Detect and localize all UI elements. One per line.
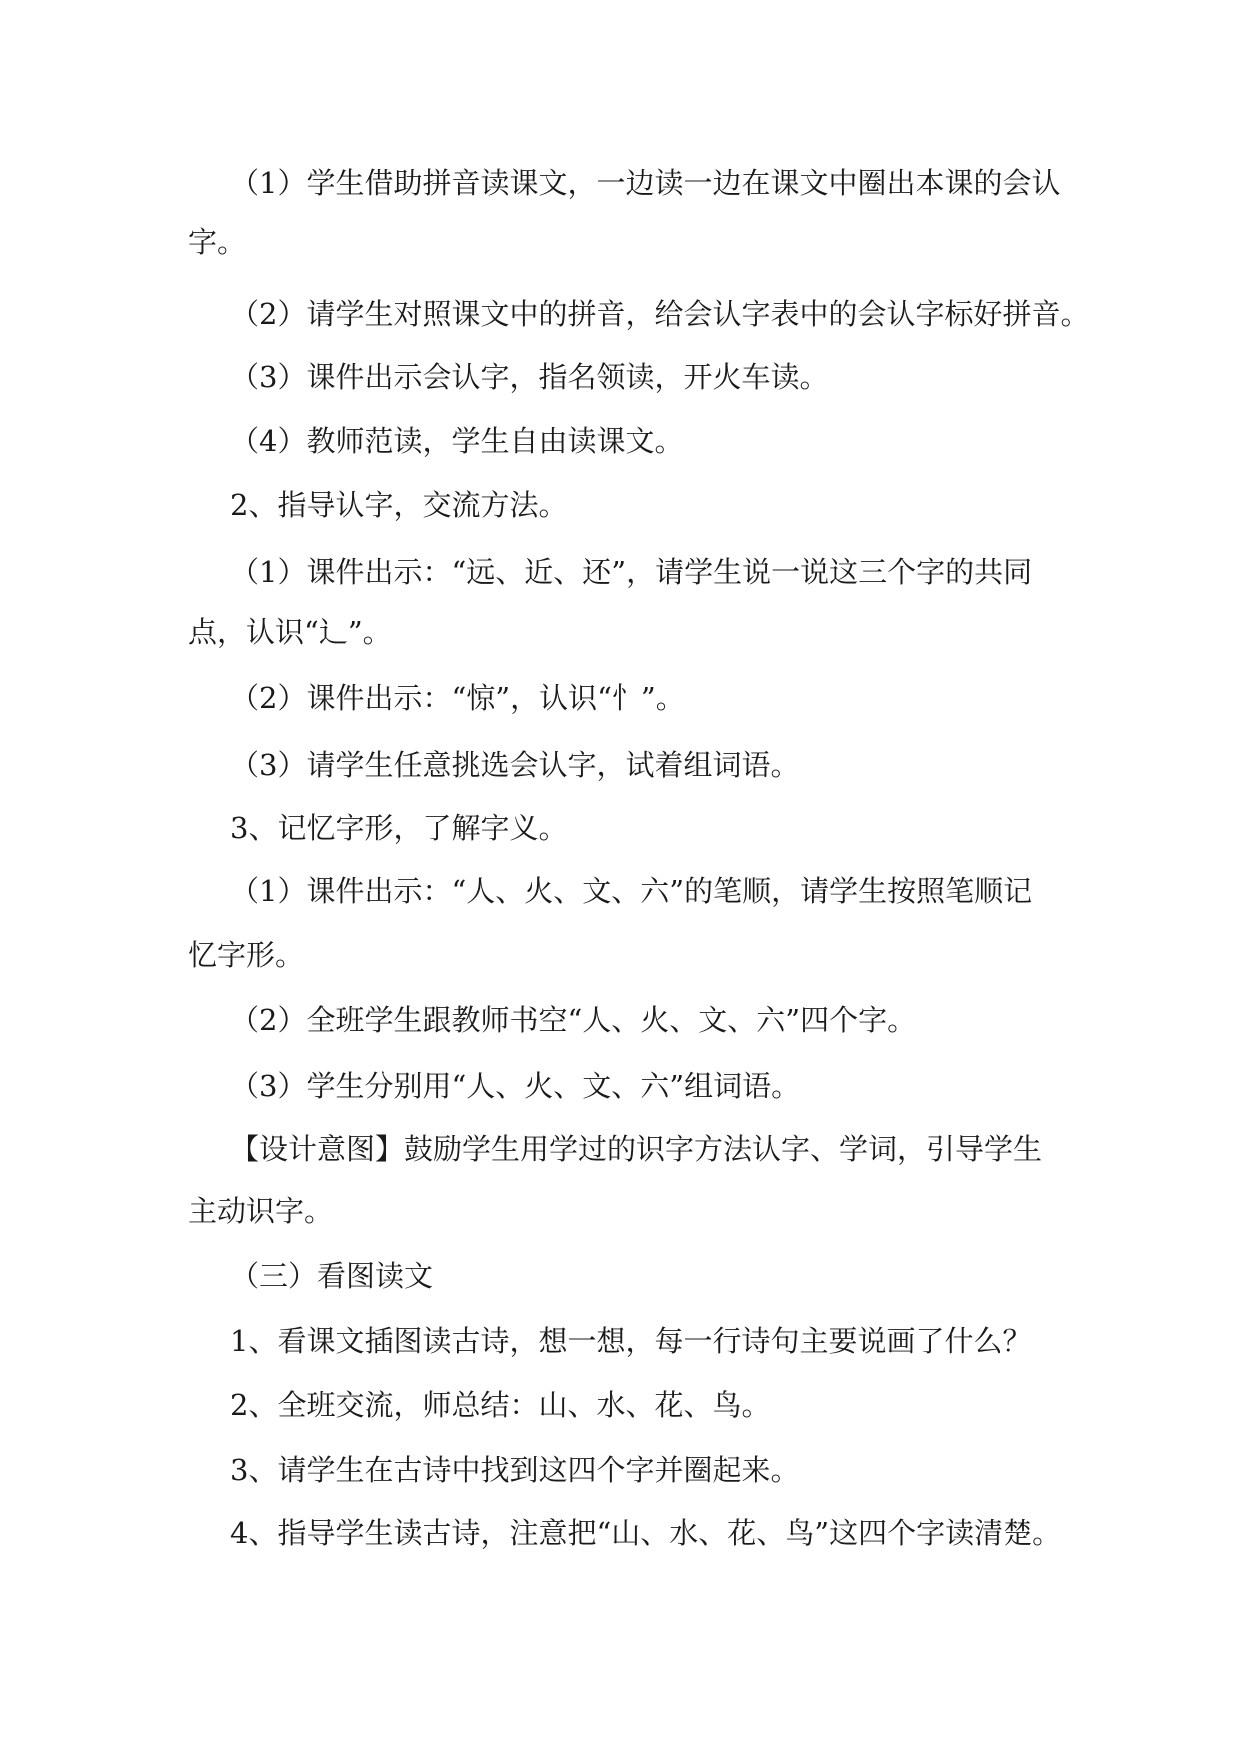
text-line-11: 3、记忆字形，了解字义。 [230, 811, 568, 845]
text-line-14: （2）全班学生跟教师书空“人、火、文、六”四个字。 [230, 1003, 917, 1037]
text-line-5: （4）教师范读，学生自由读课文。 [230, 424, 684, 458]
text-line-20: 2、全班交流，师总结：山、水、花、鸟。 [230, 1388, 771, 1422]
text-line-19: 1、看课文插图读古诗，想一想，每一行诗句主要说画了什么？ [230, 1324, 1032, 1358]
text-line-3: （2）请学生对照课文中的拼音，给会认字表中的会认字标好拼音。 [230, 297, 1090, 331]
text-line-8: 点，认识“⻌”。 [188, 615, 392, 649]
text-line-6: 2、指导认字，交流方法。 [230, 488, 568, 522]
text-line-1: （1）学生借助拼音读课文，一边读一边在课文中圈出本课的会认 [230, 166, 1061, 200]
text-line-2: 字。 [188, 225, 247, 259]
text-line-21: 3、请学生在古诗中找到这四个字并圈起来。 [230, 1453, 800, 1487]
text-line-13: 忆字形。 [188, 938, 305, 972]
text-line-18: （三）看图读文 [230, 1259, 434, 1293]
text-line-10: （3）请学生任意挑选会认字，试着组词语。 [230, 748, 800, 782]
text-line-12: （1）课件出示：“人、火、文、六”的笔顺，请学生按照笔顺记 [230, 874, 1033, 908]
text-line-22: 4、指导学生读古诗，注意把“山、水、花、鸟”这四个字读清楚。 [230, 1516, 1062, 1550]
text-line-16: 【设计意图】鼓励学生用学过的识字方法认字、学词，引导学生 [230, 1132, 1043, 1166]
text-line-15: （3）学生分别用“人、火、文、六”组词语。 [230, 1069, 801, 1103]
text-line-17: 主动识字。 [188, 1194, 334, 1228]
text-line-7: （1）课件出示：“远、近、还”，请学生说一说这三个字的共同 [230, 555, 1033, 589]
text-line-4: （3）课件出示会认字，指名领读，开火车读。 [230, 360, 829, 394]
text-line-9: （2）课件出示：“惊”，认识“忄”。 [230, 681, 685, 715]
